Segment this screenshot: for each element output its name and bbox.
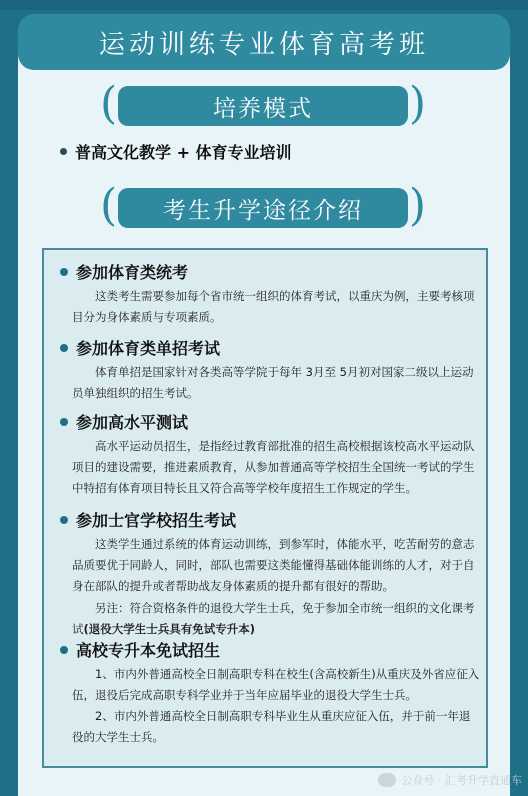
- wechat-icon: [378, 773, 396, 787]
- bullet-icon: [60, 418, 68, 426]
- note-bold: (退役大学生士兵具有免试专升本): [83, 622, 256, 636]
- pathway-paragraph: 体育单招是国家针对各类高等学院于每年 3月至 5月初对国家二级以上运动员单独组织的招生考试。: [72, 365, 474, 400]
- section-header-training-mode: [100, 78, 426, 129]
- top-strip: [0, 0, 528, 10]
- pathway-paragraph: 高水平运动员招生，是指经过教育部批准的招生高校根据该校高水平运动队项目的建设需要，推进素质教育，从参加普通高等学校招生全国统一考试的学生中特招有体育项目特长且又符合高等学校年度招生工作规定的学生。: [72, 439, 475, 495]
- title-banner: [18, 14, 510, 70]
- pathway-paragraph: 这类考生需要参加每个省市统一组织的体育考试，以重庆为例，主要考核项目分为身体素质与专项素质。: [72, 289, 475, 324]
- right-paren-decoration: ): [408, 78, 426, 129]
- bullet-icon: [60, 268, 68, 276]
- section-title: 培养模式: [213, 95, 313, 122]
- watermark: [378, 772, 523, 788]
- pathway-heading: 参加高水平测试: [60, 410, 188, 433]
- section-pill: [118, 188, 408, 228]
- pathway-heading: 高校专升本免试招生: [60, 638, 220, 661]
- page-title: 运动训练专业体育高考班: [98, 29, 429, 60]
- bullet-icon: [60, 646, 68, 654]
- pathway-note: [72, 598, 480, 640]
- left-paren-decoration: (: [100, 78, 118, 129]
- pathway-heading: 参加士官学校招生考试: [60, 508, 236, 531]
- section-pill: [118, 86, 408, 126]
- section-header-pathways: [100, 180, 426, 231]
- pathways-box: [42, 248, 488, 768]
- pathway-heading: 参加体育类单招考试: [60, 336, 220, 359]
- bullet-icon: [60, 516, 68, 524]
- bullet-text: 普高文化教学 + 体育专业培训: [75, 143, 292, 162]
- section-title: 考生升学途径介绍: [163, 197, 363, 224]
- pathway-paragraph: 1、市内外普通高校全日制高职专科在校生(含高校新生)从重庆及外省应征入伍，退役后完成高职专科学业并于当年应届毕业的退役大学生士兵。: [72, 667, 480, 702]
- note-text: 另注：符合资格条件的退役大学生士兵，免于参加全市统一组织的文化课考试: [72, 601, 475, 636]
- bullet-icon: [60, 344, 68, 352]
- training-mode-bullet: [60, 140, 292, 163]
- pathway-paragraph: 这类学生通过系统的体育运动训练，到参军时，体能水平，吃苦耐劳的意志品质要优于同龄人，同时，部队也需要这类能懂得基础体能训练的人才，对于自身在部队的提升或者帮助战友身体素质的提升都有很好的帮助。: [72, 537, 475, 593]
- bullet-icon: [60, 148, 67, 155]
- pathway-heading: 参加体育类统考: [60, 260, 188, 283]
- watermark-text: 公众号 · 汇考升学直通车: [401, 774, 522, 787]
- left-paren-decoration: (: [100, 180, 118, 231]
- right-paren-decoration: ): [408, 180, 426, 231]
- pathway-paragraph: 2、市内外普通高校全日制高职专科毕业生从重庆应征入伍，并于前一年退役的大学生士兵。: [72, 709, 471, 744]
